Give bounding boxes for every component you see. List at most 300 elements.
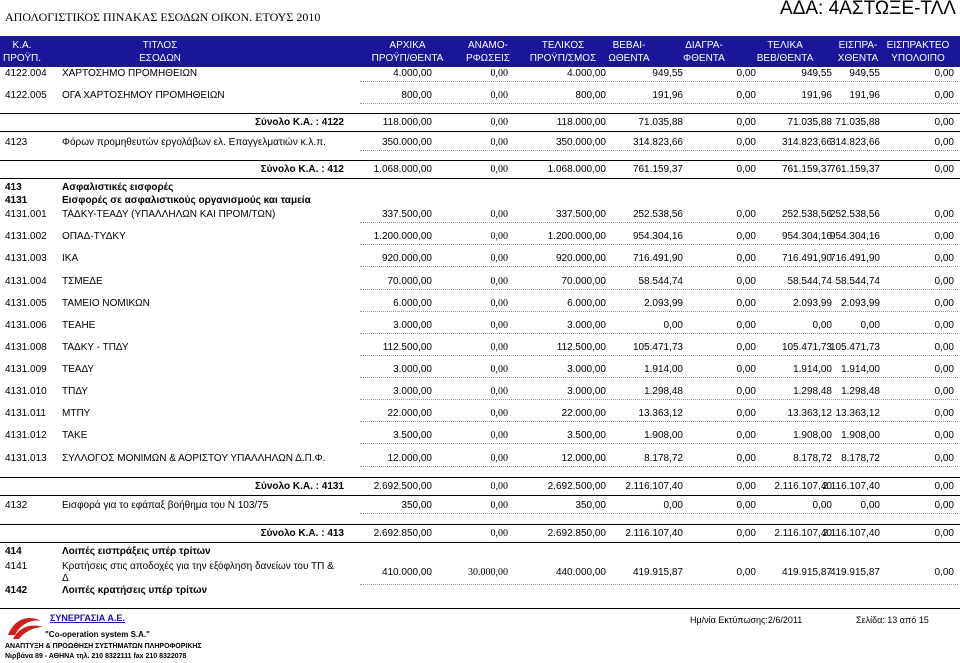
amount-cell: 58.544,74 xyxy=(638,276,683,287)
amount-cell: 2.093,99 xyxy=(644,298,683,309)
table-row xyxy=(0,297,960,311)
amount-cell: 800,00 xyxy=(401,90,432,101)
amount-cell: 105.471,73 xyxy=(632,342,683,353)
account-title: ΤΣΜΕΔΕ xyxy=(62,276,103,287)
amount-cell: 0,00 xyxy=(934,209,954,220)
amount-cell: 0,00 xyxy=(490,137,508,148)
amount-cell: 2.116.107,40 xyxy=(774,481,832,492)
amount-cell: 0,00 xyxy=(934,231,954,242)
table-row xyxy=(0,208,960,222)
amount-cell: 1.914,00 xyxy=(793,364,832,375)
amount-cell: 0,00 xyxy=(934,430,954,441)
amount-cell: 0,00 xyxy=(736,117,756,128)
table-row xyxy=(0,341,960,355)
amount-cell: 3.000,00 xyxy=(393,320,432,331)
subtotal-label: Σύνολο Κ.Α. : 413 xyxy=(260,528,344,539)
header-line2: ΠΡΟΫΠ/ΣΜΟΣ xyxy=(529,53,597,64)
amount-cell: 0,00 xyxy=(736,209,756,220)
account-code: 4131 xyxy=(5,195,28,206)
header-line1: ΤΕΛΙΚΟΣ xyxy=(541,40,585,51)
amount-cell: 3.000,00 xyxy=(567,386,606,397)
ada-code: ΑΔΑ: 4ΑΣΤΩΞΕ-ΤΛΛ xyxy=(780,0,956,19)
subtotal-row xyxy=(0,480,960,494)
amount-cell: 118.000,00 xyxy=(556,117,606,128)
account-code: 4131.008 xyxy=(5,342,47,353)
amount-cell: 0,00 xyxy=(736,320,756,331)
amount-cell: 761.159,37 xyxy=(781,164,832,175)
amount-cell: 0,00 xyxy=(860,500,880,511)
amount-cell: 440.000,00 xyxy=(555,567,606,578)
account-title: ΙΚΑ xyxy=(62,253,79,264)
row-separator xyxy=(360,355,958,356)
amount-cell: 0,00 xyxy=(934,364,954,375)
print-date: Ημ/νία Εκτύπωσης:2/6/2011 xyxy=(690,615,803,625)
subtotal-label: Σύνολο Κ.Α. : 4131 xyxy=(255,481,344,492)
row-separator xyxy=(0,131,960,132)
amount-cell: 13.363,12 xyxy=(835,408,880,419)
account-title: ΜΤΠΥ xyxy=(62,408,91,419)
amount-cell: 0,00 xyxy=(736,298,756,309)
account-title: ΟΠΑΔ-ΤΥΔΚΥ xyxy=(62,231,126,242)
amount-cell: 0,00 xyxy=(736,408,756,419)
footer-company: ΣΥΝΕΡΓΑΣΙΑ Α.Ε. xyxy=(50,613,125,623)
amount-cell: 0,00 xyxy=(736,231,756,242)
header-cell xyxy=(874,39,960,65)
amount-cell: 70.000,00 xyxy=(561,276,606,287)
amount-cell: 314.823,66 xyxy=(781,137,832,148)
amount-cell: 252.538,56 xyxy=(632,209,683,220)
amount-cell: 2.116.107,40 xyxy=(822,481,880,492)
row-separator xyxy=(360,421,958,422)
table-row xyxy=(0,429,960,443)
amount-cell: 58.544,74 xyxy=(835,276,880,287)
row-separator xyxy=(360,289,958,290)
amount-cell: 0,00 xyxy=(490,320,508,331)
table-row xyxy=(0,67,960,81)
account-title: ΟΓΑ ΧΑΡΤΟΣΗΜΟΥ ΠΡΟΜΗΘΕΙΩΝ xyxy=(62,90,225,101)
header-line1: ΑΡΧΙΚΑ xyxy=(389,40,426,51)
amount-cell: 12.000,00 xyxy=(387,453,432,464)
amount-cell: 2.093,99 xyxy=(841,298,880,309)
subtotal-top-rule xyxy=(0,113,960,114)
amount-cell: 0,00 xyxy=(736,567,756,578)
amount-cell: 949,55 xyxy=(801,68,832,79)
amount-cell: 1.068.000,00 xyxy=(373,164,432,175)
amount-cell: 0,00 xyxy=(490,68,508,79)
account-code: 4122.004 xyxy=(5,68,47,79)
amount-cell: 1.908,00 xyxy=(793,430,832,441)
amount-cell: 4.000,00 xyxy=(393,68,432,79)
amount-cell: 0,00 xyxy=(490,298,508,309)
top-bar xyxy=(0,0,960,36)
amount-cell: 252.538,56 xyxy=(781,209,832,220)
amount-cell: 8.178,72 xyxy=(793,453,832,464)
amount-cell: 191,96 xyxy=(801,90,832,101)
amount-cell: 1.908,00 xyxy=(841,430,880,441)
amount-cell: 1.908,00 xyxy=(644,430,683,441)
account-code: 4131.005 xyxy=(5,298,47,309)
group-row xyxy=(0,545,960,559)
footer-address: Νιρβάνα 89 - ΑΘΗΝΑ τηλ. 210 8322111 fax 210 8322078 xyxy=(5,653,187,660)
table-row xyxy=(0,499,960,513)
amount-cell: 0,00 xyxy=(934,342,954,353)
header-cell xyxy=(458,39,518,65)
row-separator xyxy=(0,495,960,496)
header-cell xyxy=(360,39,455,65)
account-title: Εισφορές σε ασφαλιστικούς οργανισμούς και ταμεία xyxy=(62,195,311,206)
amount-cell: 0,00 xyxy=(490,117,508,128)
table-row xyxy=(0,230,960,244)
amount-cell: 0,00 xyxy=(490,231,508,242)
amount-cell: 1.068.000,00 xyxy=(547,164,606,175)
amount-cell: 3.000,00 xyxy=(393,386,432,397)
amount-cell: 1.200.000,00 xyxy=(547,231,606,242)
amount-cell: 0,00 xyxy=(934,164,954,175)
amount-cell: 0,00 xyxy=(490,500,508,511)
account-title: Λοιπές εισπράξεις υπέρ τρίτων xyxy=(62,546,211,557)
account-code: 4141 xyxy=(5,561,28,572)
account-title: ΤΑΚΕ xyxy=(62,430,88,441)
amount-cell: 0,00 xyxy=(490,364,508,375)
header-line2: ΩΘΕΝΤΑ xyxy=(608,53,650,64)
account-code: 414 xyxy=(5,546,22,557)
amount-cell: 350.000,00 xyxy=(381,137,432,148)
amount-cell: 1.298,48 xyxy=(841,386,880,397)
subtotal-top-rule xyxy=(0,524,960,525)
page-number: Σελίδα: 13 από 15 xyxy=(856,615,929,625)
amount-cell: 314.823,66 xyxy=(632,137,683,148)
amount-cell: 0,00 xyxy=(934,276,954,287)
amount-cell: 2.692.850,00 xyxy=(373,528,432,539)
amount-cell: 105.471,73 xyxy=(829,342,880,353)
footer-rule xyxy=(0,608,960,609)
amount-cell: 22.000,00 xyxy=(561,408,606,419)
amount-cell: 314.823,66 xyxy=(829,137,880,148)
amount-cell: 0,00 xyxy=(736,453,756,464)
header-line2: ΧΘΕΝΤΑ xyxy=(837,53,879,64)
account-title: ΧΑΡΤΟΣΗΜΟ ΠΡΟΜΗΘΕΙΩΝ xyxy=(62,68,198,79)
account-title: ΤΑΔΚΥ - ΤΠΔΥ xyxy=(62,342,129,353)
amount-cell: 350,00 xyxy=(401,500,432,511)
company-logo-icon xyxy=(5,613,47,641)
amount-cell: 0,00 xyxy=(736,500,756,511)
account-title: Φόρων προμηθευτών εργολάβων ελ. Επαγγελματιών κ.λ.π. xyxy=(62,137,326,148)
amount-cell: 12.000,00 xyxy=(561,453,606,464)
amount-cell: 2.093,99 xyxy=(793,298,832,309)
amount-cell: 0,00 xyxy=(490,342,508,353)
amount-cell: 6.000,00 xyxy=(393,298,432,309)
amount-cell: 350.000,00 xyxy=(555,137,606,148)
footer-co-op: "Co-operation system S.A." xyxy=(45,630,150,639)
header-line1: ΕΙΣΠΡΑ- xyxy=(838,40,878,51)
amount-cell: 0,00 xyxy=(934,500,954,511)
header-cell xyxy=(3,39,41,65)
header-line2: ΦΘΕΝΤΑ xyxy=(683,53,725,64)
amount-cell: 112.500,00 xyxy=(556,342,606,353)
amount-cell: 350,00 xyxy=(575,500,606,511)
account-code: 4131.013 xyxy=(5,453,47,464)
amount-cell: 0,00 xyxy=(736,90,756,101)
account-code: 4131.004 xyxy=(5,276,47,287)
amount-cell: 2.692.850,00 xyxy=(547,528,606,539)
amount-cell: 22.000,00 xyxy=(387,408,432,419)
amount-cell: 337.500,00 xyxy=(381,209,432,220)
amount-cell: 4.000,00 xyxy=(567,68,606,79)
amount-cell: 0,00 xyxy=(736,386,756,397)
amount-cell: 419.915,87 xyxy=(632,567,683,578)
table-row xyxy=(0,319,960,333)
header-line2: ΠΡΟΫΠ. xyxy=(3,53,42,64)
row-separator xyxy=(360,222,958,223)
subtotal-top-rule xyxy=(0,477,960,478)
row-separator xyxy=(360,103,958,104)
amount-cell: 0,00 xyxy=(736,164,756,175)
row-separator xyxy=(360,399,958,400)
amount-cell: 2.116.107,40 xyxy=(625,481,683,492)
account-code: 4131.002 xyxy=(5,231,47,242)
account-code: 413 xyxy=(5,182,22,193)
subtotal-row xyxy=(0,163,960,177)
amount-cell: 949,55 xyxy=(652,68,683,79)
header-line2: ΒΕΒ/ΘΕΝΤΑ xyxy=(756,53,814,64)
account-code: 4122.005 xyxy=(5,90,47,101)
amount-cell: 191,96 xyxy=(652,90,683,101)
amount-cell: 0,00 xyxy=(934,320,954,331)
amount-cell: 112.500,00 xyxy=(382,342,432,353)
account-code: 4132 xyxy=(5,500,28,511)
account-code: 4131.001 xyxy=(5,209,47,220)
header-line2: ΠΡΟΫΠ/ΘΕΝΤΑ xyxy=(371,53,444,64)
amount-cell: 0,00 xyxy=(736,481,756,492)
header-line2: ΡΦΩΣΕΙΣ xyxy=(466,53,510,64)
amount-cell: 0,00 xyxy=(490,276,508,287)
amount-cell: 0,00 xyxy=(934,68,954,79)
amount-cell: 1.200.000,00 xyxy=(373,231,432,242)
amount-cell: 716.491,90 xyxy=(632,253,683,264)
amount-cell: 1.298,48 xyxy=(793,386,832,397)
amount-cell: 716.491,90 xyxy=(781,253,832,264)
table-header xyxy=(0,36,960,67)
row-separator xyxy=(360,311,958,312)
subtotal-row xyxy=(0,527,960,541)
amount-cell: 800,00 xyxy=(575,90,606,101)
account-code: 4131.012 xyxy=(5,430,47,441)
account-code: 4131.003 xyxy=(5,253,47,264)
table-row xyxy=(0,385,960,399)
amount-cell: 0,00 xyxy=(934,253,954,264)
amount-cell: 191,96 xyxy=(849,90,880,101)
table-row xyxy=(0,452,960,466)
group-row xyxy=(0,181,960,195)
row-separator xyxy=(360,377,958,378)
amount-cell: 2.692.500,00 xyxy=(373,481,432,492)
amount-cell: 3.500,00 xyxy=(567,430,606,441)
amount-cell: 0,00 xyxy=(934,453,954,464)
subtotal-label: Σύνολο Κ.Α. : 4122 xyxy=(255,117,344,128)
amount-cell: 2.116.107,40 xyxy=(822,528,880,539)
amount-cell: 419.915,87 xyxy=(781,567,832,578)
account-title: Εισφορά για το εφάπαξ βοήθημα του Ν 103/75 xyxy=(62,500,269,511)
account-code: 4123 xyxy=(5,137,28,148)
account-title: ΤΕΑΗΕ xyxy=(62,320,96,331)
table-row xyxy=(0,275,960,289)
amount-cell: 761.159,37 xyxy=(632,164,683,175)
amount-cell: 920.000,00 xyxy=(555,253,606,264)
table-row xyxy=(0,89,960,103)
header-line1: ΑΝΑΜΟ- xyxy=(468,40,508,51)
header-line1: ΤΙΤΛΟΣ xyxy=(142,40,178,51)
amount-cell: 3.000,00 xyxy=(567,364,606,375)
header-line1: Κ.Α. xyxy=(12,40,32,51)
subtotal-row xyxy=(0,116,960,130)
amount-cell: 70.000,00 xyxy=(387,276,432,287)
amount-cell: 3.000,00 xyxy=(393,364,432,375)
account-title: Ασφαλιστικές εισφορές xyxy=(62,182,174,193)
amount-cell: 0,00 xyxy=(934,137,954,148)
amount-cell: 0,00 xyxy=(490,481,508,492)
header-line2: ΥΠΟΛΟΙΠΟ xyxy=(891,53,945,64)
amount-cell: 0,00 xyxy=(860,320,880,331)
header-line2: ΕΣΟΔΩΝ xyxy=(139,53,181,64)
group-row xyxy=(0,584,960,598)
amount-cell: 0,00 xyxy=(812,500,832,511)
account-title: ΣΥΛΛΟΓΟΣ ΜΟΝΙΜΩΝ & ΑΟΡΙΣΤΟΥ ΥΠΑΛΛΗΛΩΝ Δ.Π.Φ. xyxy=(62,453,326,464)
row-separator xyxy=(0,178,960,179)
amount-cell: 0,00 xyxy=(736,528,756,539)
amount-cell: 1.298,48 xyxy=(644,386,683,397)
amount-cell: 30.000,00 xyxy=(468,567,508,578)
amount-cell: 0,00 xyxy=(663,500,683,511)
account-title: ΤΑΜΕΙΟ ΝΟΜΙΚΩΝ xyxy=(62,298,150,309)
amount-cell: 0,00 xyxy=(736,364,756,375)
amount-cell: 0,00 xyxy=(490,90,508,101)
amount-cell: 13.363,12 xyxy=(787,408,832,419)
amount-cell: 716.491,90 xyxy=(829,253,880,264)
amount-cell: 0,00 xyxy=(736,276,756,287)
account-title: Κρατήσεις στις αποδοχές για την εξόφληση δανείων του ΤΠ & xyxy=(62,561,334,572)
account-title: ΤΑΔΚΥ-ΤΕΑΔΥ (ΥΠΑΛΛΗΛΩΝ ΚΑΙ ΠΡΟΜ/ΤΩΝ) xyxy=(62,209,276,220)
header-cell xyxy=(60,39,260,65)
amount-cell: 58.544,74 xyxy=(787,276,832,287)
account-title: ΤΠΔΥ xyxy=(62,386,88,397)
group-row xyxy=(0,194,960,208)
subtotal-top-rule xyxy=(0,160,960,161)
row-separator xyxy=(360,466,958,467)
amount-cell: 3.000,00 xyxy=(567,320,606,331)
amount-cell: 0,00 xyxy=(490,253,508,264)
account-title-cont: Δ xyxy=(62,573,69,584)
table-row xyxy=(0,560,960,584)
amount-cell: 0,00 xyxy=(490,430,508,441)
amount-cell: 0,00 xyxy=(736,137,756,148)
amount-cell: 0,00 xyxy=(934,408,954,419)
row-separator xyxy=(360,81,958,82)
row-separator xyxy=(360,244,958,245)
amount-cell: 1.914,00 xyxy=(841,364,880,375)
amount-cell: 6.000,00 xyxy=(567,298,606,309)
amount-cell: 949,55 xyxy=(849,68,880,79)
table-row xyxy=(0,136,960,150)
amount-cell: 0,00 xyxy=(934,528,954,539)
amount-cell: 118.000,00 xyxy=(382,117,432,128)
account-code: 4131.011 xyxy=(5,408,46,419)
amount-cell: 954.304,16 xyxy=(632,231,683,242)
row-separator xyxy=(0,542,960,543)
header-line1: ΕΙΣΠΡΑΚΤΕΟ xyxy=(886,40,950,51)
header-line1: ΔΙΑΓΡΑ- xyxy=(685,40,723,51)
amount-cell: 0,00 xyxy=(490,408,508,419)
account-code: 4142 xyxy=(5,585,28,596)
account-code: 4131.009 xyxy=(5,364,47,375)
amount-cell: 0,00 xyxy=(736,430,756,441)
row-separator xyxy=(360,513,958,514)
amount-cell: 761.159,37 xyxy=(829,164,880,175)
header-line1: ΒΕΒΑΙ- xyxy=(612,40,646,51)
amount-cell: 0,00 xyxy=(490,164,508,175)
account-code: 4131.006 xyxy=(5,320,47,331)
amount-cell: 419.915,87 xyxy=(829,567,880,578)
table-row xyxy=(0,407,960,421)
amount-cell: 0,00 xyxy=(663,320,683,331)
amount-cell: 2.692.500,00 xyxy=(547,481,606,492)
amount-cell: 410.000,00 xyxy=(381,567,432,578)
amount-cell: 0,00 xyxy=(490,528,508,539)
table-row xyxy=(0,363,960,377)
amount-cell: 920.000,00 xyxy=(381,253,432,264)
amount-cell: 0,00 xyxy=(934,117,954,128)
amount-cell: 8.178,72 xyxy=(841,453,880,464)
footer-dev: ΑΝΑΠΤΥΞΗ & ΠΡΟΩΘΗΣΗ ΣΥΣΤΗΜΑΤΩΝ ΠΛΗΡΟΦΟΡΙΚΗΣ xyxy=(5,643,202,650)
row-separator xyxy=(360,150,958,151)
amount-cell: 3.500,00 xyxy=(393,430,432,441)
amount-cell: 0,00 xyxy=(490,453,508,464)
row-separator xyxy=(360,266,958,267)
table-row xyxy=(0,252,960,266)
header-line1: ΤΕΛΙΚΑ xyxy=(767,40,803,51)
amount-cell: 71.035,88 xyxy=(835,117,880,128)
row-separator xyxy=(360,333,958,334)
amount-cell: 105.471,73 xyxy=(781,342,832,353)
amount-cell: 0,00 xyxy=(812,320,832,331)
amount-cell: 1.914,00 xyxy=(644,364,683,375)
amount-cell: 0,00 xyxy=(934,90,954,101)
row-separator xyxy=(360,443,958,444)
amount-cell: 337.500,00 xyxy=(555,209,606,220)
amount-cell: 0,00 xyxy=(736,68,756,79)
amount-cell: 0,00 xyxy=(736,342,756,353)
account-title: Λοιπές κρατήσεις υπέρ τρίτων xyxy=(62,585,208,596)
amount-cell: 71.035,88 xyxy=(787,117,832,128)
amount-cell: 0,00 xyxy=(934,567,954,578)
amount-cell: 8.178,72 xyxy=(644,453,683,464)
amount-cell: 252.538,56 xyxy=(829,209,880,220)
amount-cell: 2.116.107,40 xyxy=(625,528,683,539)
amount-cell: 954.304,16 xyxy=(781,231,832,242)
amount-cell: 2.116.107,40 xyxy=(774,528,832,539)
amount-cell: 0,00 xyxy=(934,481,954,492)
amount-cell: 0,00 xyxy=(490,209,508,220)
amount-cell: 0,00 xyxy=(736,253,756,264)
account-title: ΤΕΑΔΥ xyxy=(62,364,95,375)
amount-cell: 71.035,88 xyxy=(638,117,683,128)
subtotal-label: Σύνολο Κ.Α. : 412 xyxy=(260,164,344,175)
document-title: ΑΠΟΛΟΓΙΣΤΙΚΟΣ ΠΙΝΑΚΑΣ ΕΣΟΔΩΝ ΟΙΚΟΝ. ΕΤΟΥΣ 2010 xyxy=(5,10,321,24)
amount-cell: 954.304,16 xyxy=(829,231,880,242)
amount-cell: 0,00 xyxy=(934,298,954,309)
account-code: 4131.010 xyxy=(5,386,47,397)
amount-cell: 0,00 xyxy=(490,386,508,397)
amount-cell: 13.363,12 xyxy=(638,408,683,419)
